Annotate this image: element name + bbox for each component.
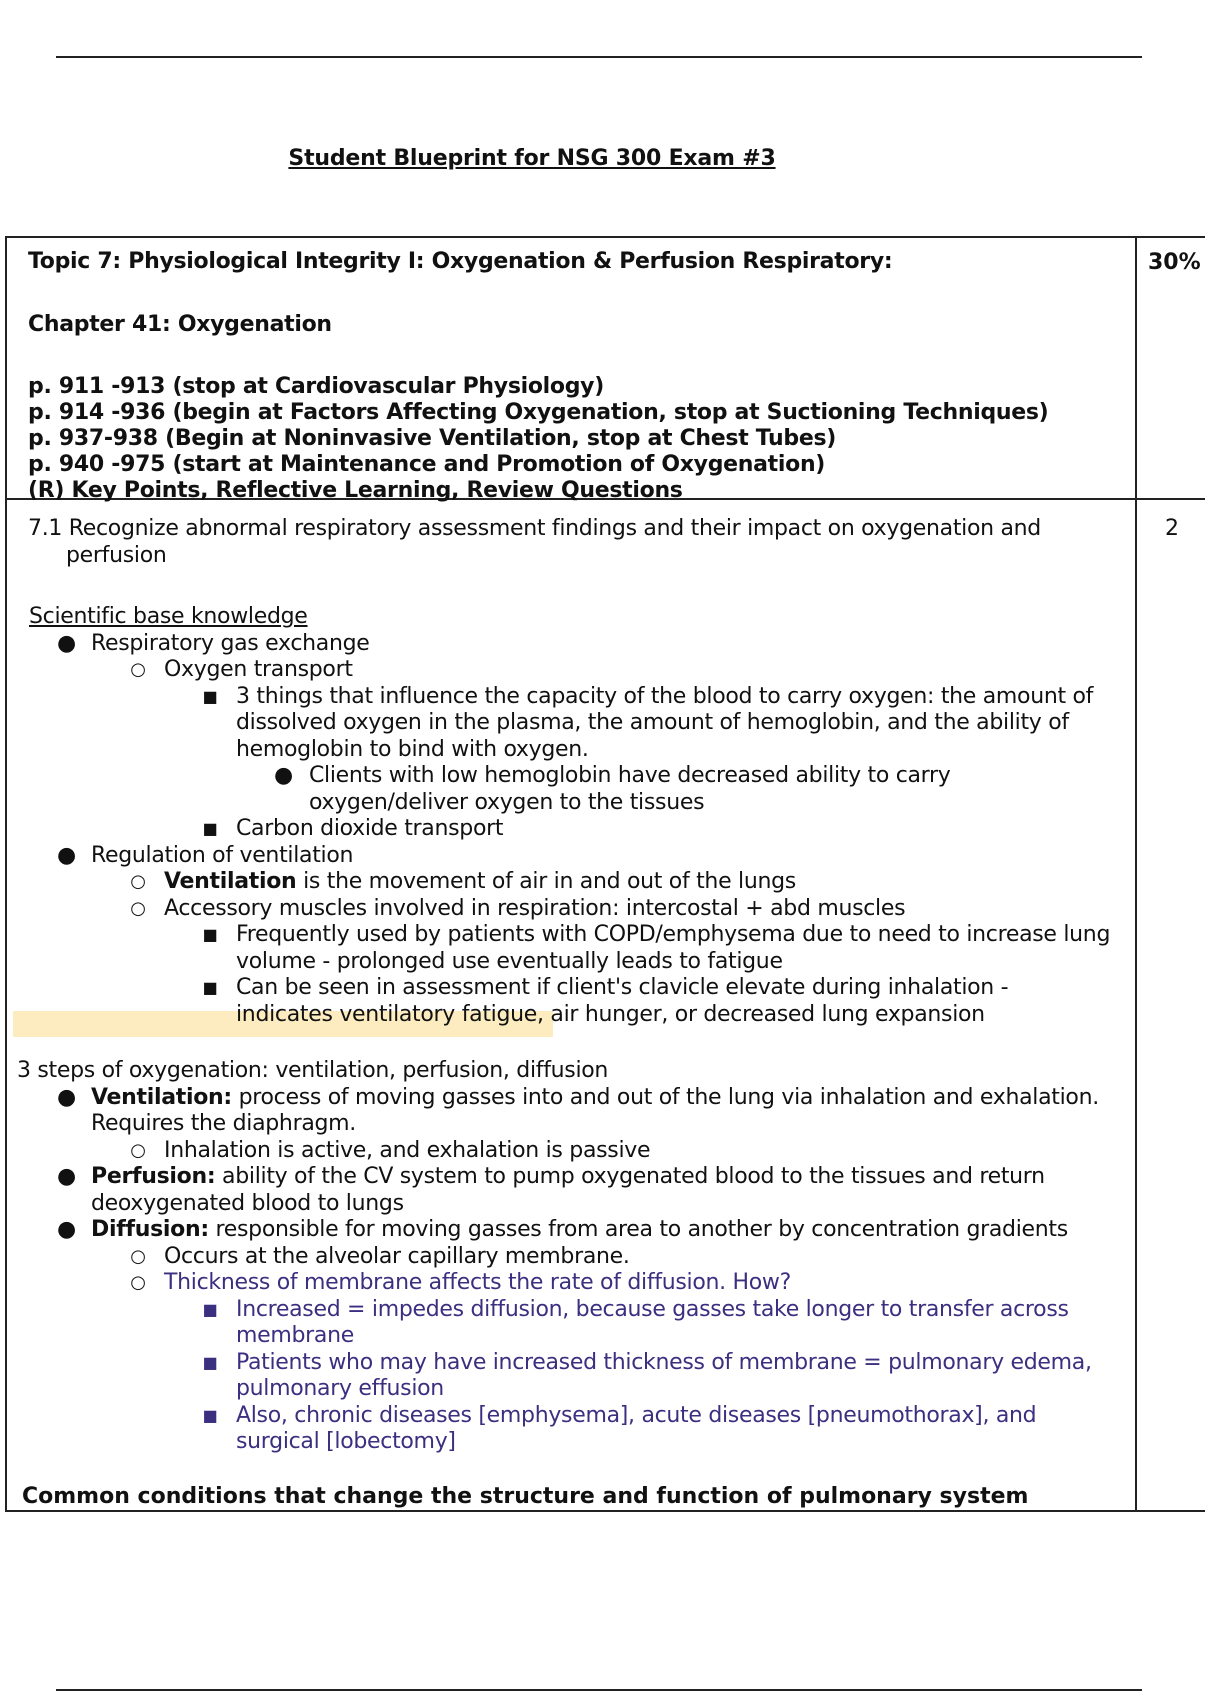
list-item: ○ Ventilation is the movement of air in and out of the lungs xyxy=(130,869,796,894)
circle-bullet-icon: ○ xyxy=(130,1139,146,1161)
page-range: p. 940 -975 (start at Maintenance and Promotion of Oxygenation) xyxy=(28,452,826,477)
list-item: ○ Accessory muscles involved in respiration: intercostal + abd muscles xyxy=(130,895,906,921)
list-item: ● Clients with low hemoglobin have decreased ability to carry xyxy=(274,763,951,788)
list-item: ● Perfusion: ability of the CV system to pump oxygenated blood to the tissues and return xyxy=(57,1164,1045,1189)
square-bullet-icon: ■ xyxy=(202,1405,218,1425)
circle-bullet-icon: ○ xyxy=(130,1245,146,1267)
list-item: ■ Can be seen in assessment if client's clavicle elevate during inhalation - xyxy=(202,975,1009,1000)
section-heading: Scientific base knowledge xyxy=(29,604,308,629)
objective-cell xyxy=(15,516,1130,1506)
circle-bullet-icon: ○ xyxy=(130,659,146,680)
bullet-icon: ● xyxy=(274,763,293,788)
table-border-left xyxy=(5,236,7,1512)
steps-intro: 3 steps of oxygenation: ventilation, perfusion, diffusion xyxy=(17,1058,609,1083)
list-item: ○ Occurs at the alveolar capillary membrane. xyxy=(130,1243,630,1269)
page-bottom-rule xyxy=(56,1689,1142,1691)
list-item-continued: volume - prolonged use eventually leads to fatigue xyxy=(236,948,783,974)
list-item: ○ Inhalation is active, and exhalation is passive xyxy=(130,1137,651,1163)
list-item: ○ Thickness of membrane affects the rate of diffusion. How? xyxy=(130,1270,791,1295)
list-item-continued: membrane xyxy=(236,1323,354,1348)
list-item: ● Regulation of ventilation xyxy=(57,842,354,868)
page-top-rule xyxy=(56,56,1142,58)
page-range: p. 937-938 (Begin at Noninvasive Ventilation, stop at Chest Tubes) xyxy=(28,426,837,451)
list-item-continued: indicates ventilatory fatigue, air hunger, or decreased lung expansion xyxy=(236,1001,985,1027)
page-range: p. 911 -913 (stop at Cardiovascular Physiology) xyxy=(28,374,604,399)
list-item: ● Diffusion: responsible for moving gasses from area to another by concentration gradients xyxy=(57,1217,1068,1242)
circle-bullet-icon: ○ xyxy=(130,1272,146,1293)
list-item: ■ 3 things that influence the capacity of the blood to carry oxygen: the amount of xyxy=(202,683,1094,709)
square-bullet-icon: ■ xyxy=(202,1299,218,1319)
list-item-continued: surgical [lobectomy] xyxy=(236,1429,456,1454)
list-item-continued: dissolved oxygen in the plasma, the amount of hemoglobin, and the ability of xyxy=(236,710,1069,735)
list-item-continued: hemoglobin to bind with oxygen. xyxy=(236,736,589,762)
circle-bullet-icon: ○ xyxy=(130,897,146,919)
list-item-continued: oxygen/deliver oxygen to the tissues xyxy=(309,789,705,815)
list-item-continued: deoxygenated blood to lungs xyxy=(91,1190,404,1216)
objective-line: perfusion xyxy=(66,542,167,568)
bullet-icon: ● xyxy=(57,630,76,656)
list-item: ○ Oxygen transport xyxy=(130,657,353,682)
square-bullet-icon: ■ xyxy=(202,819,218,838)
objective-count: 2 xyxy=(1165,516,1179,541)
page-range: (R) Key Points, Reflective Learning, Review Questions xyxy=(28,478,683,503)
topic-header-cell xyxy=(28,249,1128,503)
bullet-icon: ● xyxy=(57,842,76,868)
blueprint-table xyxy=(5,236,1205,1512)
list-item: ■ Increased = impedes diffusion, because gasses take longer to transfer across xyxy=(202,1296,1069,1322)
square-bullet-icon: ■ xyxy=(202,978,218,997)
cut-off-heading: Common conditions that change the structure and function of pulmonary system xyxy=(22,1484,1029,1509)
objective-line: 7.1 Recognize abnormal respiratory assessment findings and their impact on oxygenation and xyxy=(28,516,1041,541)
square-bullet-icon: ■ xyxy=(202,686,218,706)
square-bullet-icon: ■ xyxy=(202,925,218,944)
list-item: ● Ventilation: process of moving gasses into and out of the lung via inhalation and exhalation. xyxy=(57,1084,1099,1110)
list-item: ● Respiratory gas exchange xyxy=(57,630,370,656)
page-range: p. 914 -936 (begin at Factors Affecting Oxygenation, stop at Suctioning Techniques) xyxy=(28,400,1049,425)
list-item: ■ Also, chronic diseases [emphysema], acute diseases [pneumothorax], and xyxy=(202,1402,1037,1428)
table-border-top xyxy=(5,236,1205,238)
document-title: Student Blueprint for NSG 300 Exam #3 xyxy=(288,146,776,171)
list-item-continued: Requires the diaphragm. xyxy=(91,1111,356,1136)
list-item: ■ Patients who may have increased thickness of membrane = pulmonary edema, xyxy=(202,1349,1092,1375)
list-item-continued: pulmonary effusion xyxy=(236,1376,444,1401)
circle-bullet-icon: ○ xyxy=(130,871,146,892)
bullet-icon: ● xyxy=(57,1164,76,1189)
chapter-title: Chapter 41: Oxygenation xyxy=(28,312,332,337)
bullet-icon: ● xyxy=(57,1217,76,1242)
topic-percent: 30% xyxy=(1148,250,1201,275)
list-item: ■ Frequently used by patients with COPD/emphysema due to need to increase lung xyxy=(202,922,1111,947)
bullet-icon: ● xyxy=(57,1084,76,1110)
table-column-divider xyxy=(1135,236,1137,1512)
topic-title: Topic 7: Physiological Integrity I: Oxygenation & Perfusion Respiratory: xyxy=(28,249,893,274)
list-item: ■ Carbon dioxide transport xyxy=(202,816,504,841)
square-bullet-icon: ■ xyxy=(202,1352,218,1372)
